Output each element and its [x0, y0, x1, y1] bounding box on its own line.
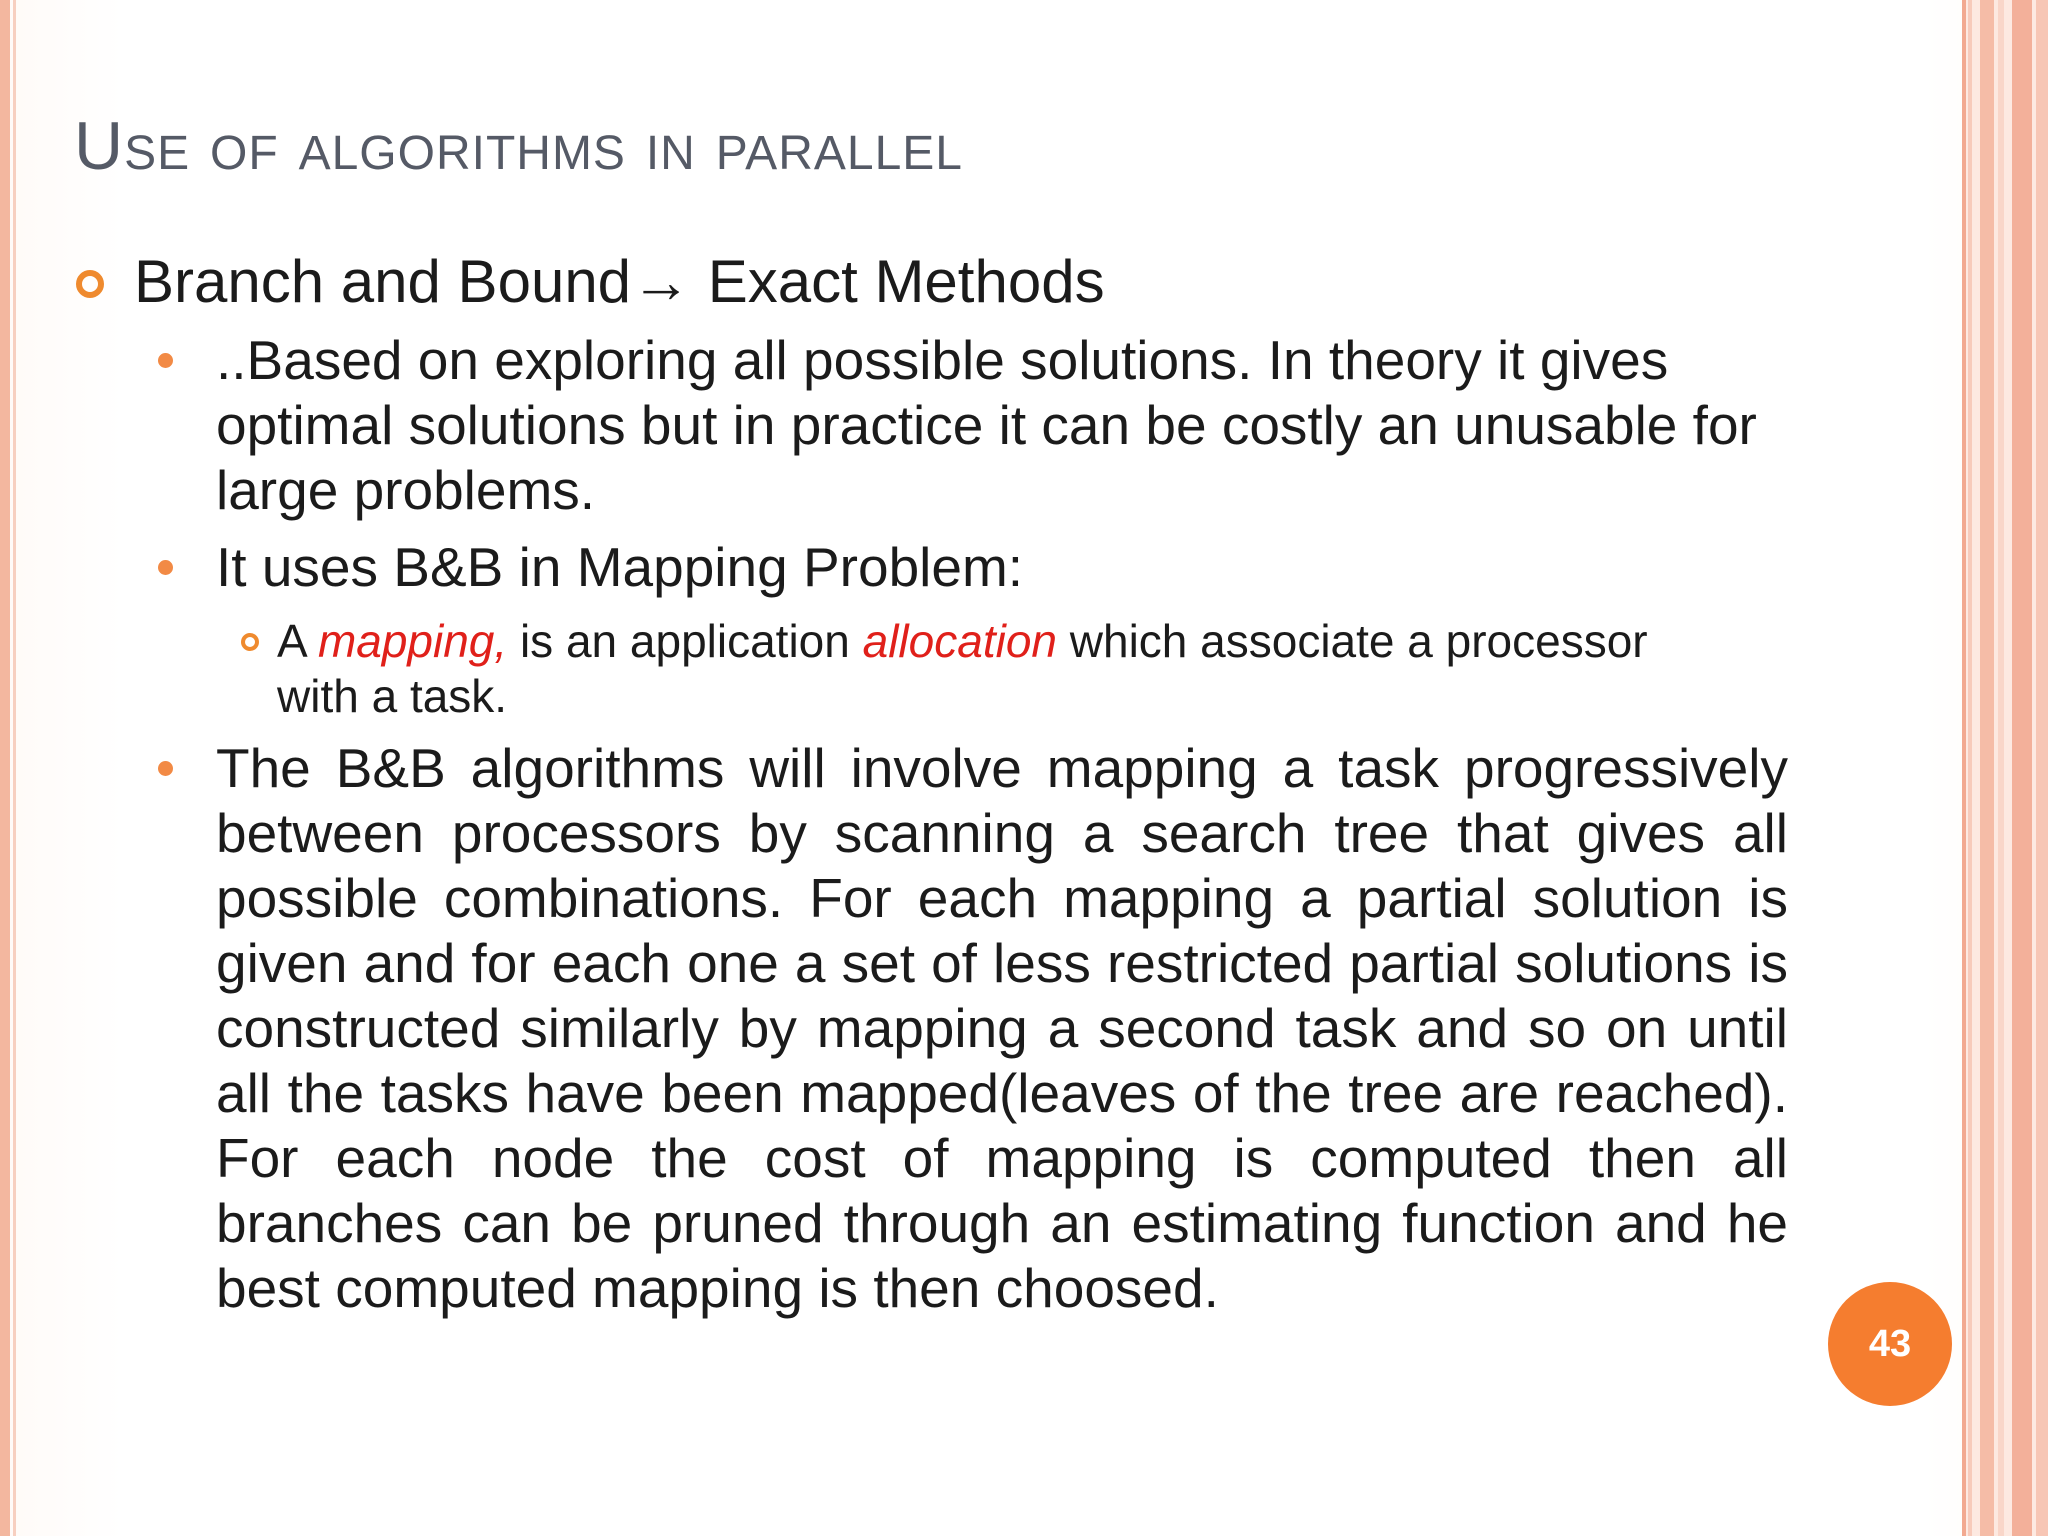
right-border-stripe [1980, 0, 1994, 1536]
bullet-level3 [277, 614, 1657, 724]
left-border-stripe [0, 0, 10, 1536]
emphasis-allocation: allocation [862, 615, 1057, 667]
bullet-level1 [68, 248, 1788, 316]
page-number-badge [1828, 1282, 1952, 1406]
bullet-level1-text: Branch and Bound→ Exact Methods [134, 248, 1105, 315]
bullet-text-exploring: ..Based on exploring all possible solutions. In theory it gives optimal solutions but in practice it can be costly an unusable for large problems. [216, 329, 1757, 521]
slide-title: Use of algorithms in parallel [74, 108, 963, 184]
dot-bullet-icon [158, 353, 173, 368]
right-border-stripe [2012, 0, 2032, 1536]
bullet-level2 [216, 736, 1788, 1321]
bullet-text-bb-algorithms: The B&B algorithms will involve mapping a task progressively between processors by scanning a search tree that gives all possible combinations. For each mapping a partial solution is given and for each one a set of less restricted partial solutions is constructed similarly by mapping a second task and so on until all the tasks have been mapped(leaves of the tree are reached). For each node the cost of mapping is computed then all branches can be pruned through an estimating function and he best computed mapping is then choosed. [216, 737, 1788, 1319]
ring-bullet-icon [76, 270, 104, 298]
slide-content [68, 248, 1788, 1321]
dot-bullet-icon [158, 761, 173, 776]
right-border-stripe [1998, 0, 2004, 1536]
bullet-text-mapping-problem: It uses B&B in Mapping Problem: [216, 536, 1024, 598]
sub-text-part3: which associate a processor with a task. [277, 615, 1648, 722]
sub-text-part1: A [277, 615, 318, 667]
emphasis-mapping: mapping, [317, 615, 508, 667]
bullet-level2 [216, 535, 1856, 600]
left-border-stripe [13, 0, 16, 1536]
bullet-level2 [216, 328, 1856, 523]
right-border-stripe [1968, 0, 1972, 1536]
right-border-stripe [1962, 0, 1966, 1536]
ring-bullet-icon [241, 633, 259, 651]
dot-bullet-icon [158, 560, 173, 575]
right-border-stripe [2036, 0, 2048, 1536]
page-number: 43 [1868, 1322, 1912, 1365]
sub-text-part2: is an application [507, 615, 863, 667]
